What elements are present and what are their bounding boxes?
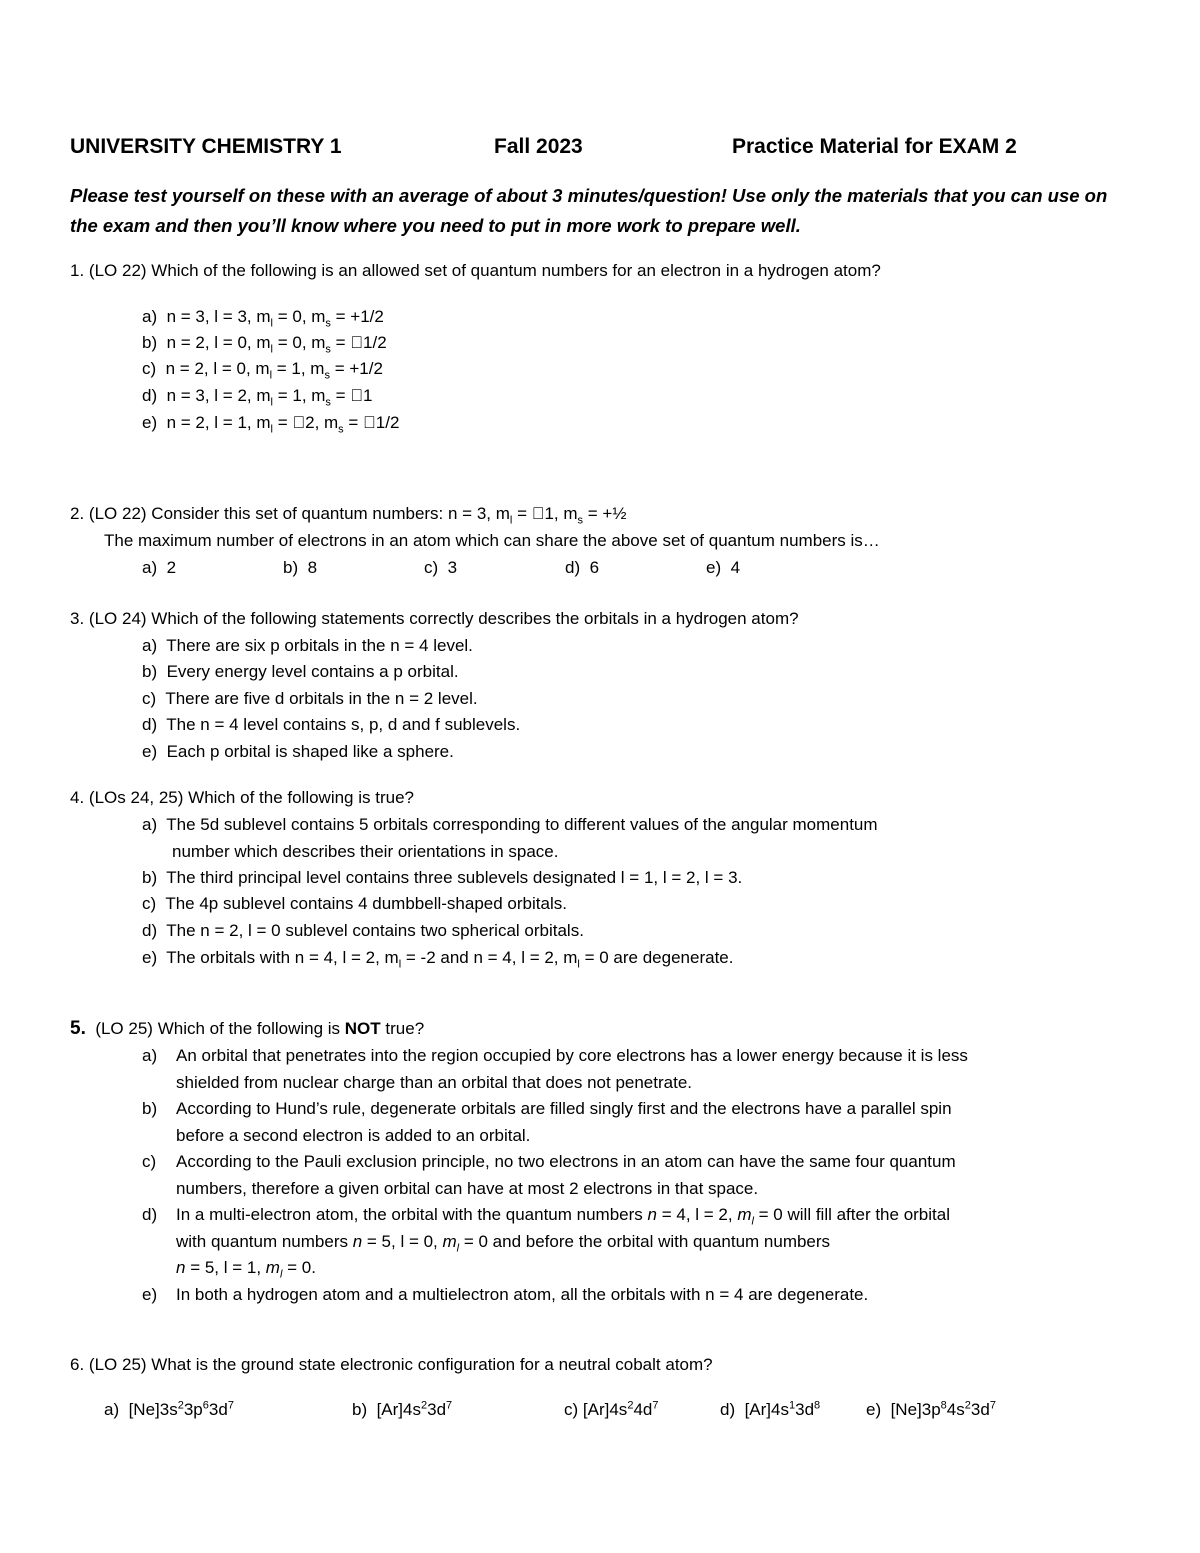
option-text: = 4, l = 2, [656,1205,738,1224]
emphasis-not: NOT [344,1019,381,1038]
q5-option-d-line3 [176,1256,316,1280]
question-number: 3. [70,609,85,628]
option-text: = 1, m [272,359,325,378]
config-part: [Ar]4s [744,1400,789,1419]
q5-option-e [142,1283,157,1307]
option-value: 6 [589,558,600,577]
option-text: = 1, m [272,386,326,405]
option-text: There are five d orbitals in the n = 2 level. [165,689,478,708]
q3-option-e [142,740,454,764]
q5-option-b-line1: According to Hund’s rule, degenerate orbitals are filled singly first and the electrons have a parallel spin [176,1099,952,1118]
config-part: [Ar]4s [376,1400,421,1419]
option-letter: e) [706,558,722,577]
q3-option-a [142,634,473,658]
config-part: 3d [208,1400,228,1419]
option-text: with quantum numbers [176,1232,353,1251]
question-4 [70,786,414,810]
question-number: 5. [70,1018,86,1039]
q5-option-b [142,1097,157,1121]
option-text: The third principal level contains three sublevels designated l = 1, l = 2, l = 3. [166,868,743,887]
superscript: 1 [788,1399,796,1412]
option-letter: b) [352,1400,368,1419]
subscript: l [577,958,580,971]
option-letter: d) [142,1205,158,1224]
option-text: There are six p orbitals in the n = 4 level. [166,636,473,655]
instructions: Please test yourself on these with an average of about 3 minutes/question! Use only the materials that you can use on the exam and then you’ll know where you need to put in more work to prepare well. [70,185,1108,236]
superscript: 7 [652,1399,659,1412]
option-text: = -2 and n = 4, l = 2, m [401,948,578,967]
superscript: 8 [814,1399,821,1412]
option-text: n = 2, l = 0, m [166,333,271,352]
superscript: 7 [227,1399,234,1412]
option-value: 2 [166,558,177,577]
option-text: The 5d sublevel contains 5 orbitals corresponding to different values of the angular momentum [166,815,878,834]
subscript: l [270,343,273,356]
q5-option-c-line2: numbers, therefore a given orbital can have at most 2 electrons in that space. [176,1179,759,1198]
subscript: l [279,1268,283,1281]
q4-option-c [142,892,567,916]
q5-option-e-text: In both a hydrogen atom and a multielectron atom, all the orbitals with n = 4 are degenerate. [176,1285,869,1304]
subscript: l [270,423,273,436]
option-letter: c) [142,359,157,378]
q2-option-d [565,556,599,580]
subscript: l [456,1242,460,1255]
question-5 [70,1017,424,1041]
q5-option-d-line2 [176,1230,830,1254]
question-number: 6. [70,1355,85,1374]
q5-option-a-line2: shielded from nuclear charge than an orbital that does not penetrate. [176,1073,693,1092]
q4-option-d [142,919,584,943]
question-text: true? [380,1019,425,1038]
question-6 [70,1353,713,1377]
q1-option [142,384,373,408]
option-letter: a) [142,558,158,577]
option-letter: c) [142,1152,157,1171]
q5-option-a-line1: An orbital that penetrates into the region occupied by core electrons has a lower energy because it is less [176,1046,968,1065]
question-text: What is the ground state electronic configuration for a neutral cobalt atom? [151,1355,713,1374]
question-2 [70,502,627,526]
question-1 [70,259,881,283]
option-text: = 0. [282,1258,316,1277]
superscript: 2 [177,1399,184,1412]
question-text: =  1, m [512,504,578,523]
option-text: =  1 [330,386,373,405]
question-text: Consider this set of quantum numbers: n = 3, m [151,504,510,523]
option-text: = 5, l = 1, [185,1258,266,1277]
option-letter: d) [142,715,158,734]
question-number: 4. [70,788,85,807]
option-letter: b) [142,333,158,352]
q6-option-a [104,1398,234,1422]
option-letter: b) [142,1099,158,1118]
option-letter: a) [104,1400,120,1419]
option-text: The orbitals with n = 4, l = 2, m [166,948,399,967]
option-text: Every energy level contains a p orbital. [166,662,459,681]
subscript: s [325,317,331,330]
q6-option-b [352,1398,452,1422]
option-value: 4 [730,558,741,577]
learning-objective: (LO 22) [88,504,147,523]
option-letter: d) [142,386,158,405]
option-text: = +1/2 [330,307,384,326]
option-text: = 5, l = 0, [362,1232,443,1251]
question-text: Which of the following is [157,1019,345,1038]
q5-option-d [142,1203,157,1227]
q1-option [142,331,387,355]
option-value: 8 [307,558,318,577]
q5-option-a [142,1044,157,1068]
subscript: l [509,514,513,527]
q2-option-c [424,556,457,580]
learning-objective: (LOs 24, 25) [88,788,184,807]
q1-option [142,411,399,435]
question-number: 1. [70,261,85,280]
q6-option-c [564,1398,658,1422]
exam-title: Practice Material for EXAM 2 [732,135,1017,158]
q3-option-b [142,660,459,684]
option-text: = 0 and before the orbital with quantum numbers [459,1232,831,1251]
subscript: s [338,423,344,436]
option-text: n = 3, l = 3, m [166,307,271,326]
config-part: [Ar]4s [582,1400,628,1419]
italic-var: m [737,1205,752,1224]
option-letter: d) [720,1400,736,1419]
option-text: = 0 are degenerate. [579,948,734,967]
q5-option-d-line1 [176,1203,950,1227]
config-part: 3d [427,1400,447,1419]
q5-option-c-line1: According to the Pauli exclusion principle, no two electrons in an atom can have the same four quantum [176,1152,956,1171]
question-text: Which of the following is an allowed set of quantum numbers for an electron in a hydrogen atom? [151,261,881,280]
question-2-line2: The maximum number of electrons in an atom which can share the above set of quantum numbers is… [104,531,880,550]
question-3 [70,607,799,631]
option-letter: a) [142,307,158,326]
course-title: UNIVERSITY CHEMISTRY 1 [70,135,342,158]
option-letter: d) [142,921,158,940]
learning-objective: (LO 25) [88,1355,147,1374]
option-letter: b) [283,558,299,577]
superscript: 2 [420,1399,428,1412]
option-text: n = 3, l = 2, m [166,386,271,405]
italic-var: n [647,1205,657,1224]
question-text: = +½ [583,504,627,523]
subscript: s [324,369,330,382]
config-part: 4s [946,1400,965,1419]
superscript: 2 [627,1399,634,1412]
option-letter: c) [424,558,439,577]
option-letter: c) [142,894,157,913]
q2-option-a [142,556,176,580]
italic-var: m [442,1232,457,1251]
superscript: 2 [964,1399,971,1412]
option-text: In a multi-electron atom, the orbital with the quantum numbers [176,1205,648,1224]
q4-option-b [142,866,742,890]
q2-option-b [283,556,317,580]
learning-objective: (LO 25) [95,1019,153,1038]
option-text: The 4p sublevel contains 4 dumbbell-shaped orbitals. [165,894,567,913]
option-letter: b) [142,868,158,887]
option-letter: c) [564,1400,579,1419]
option-text: = 0, m [272,333,326,352]
option-text: =  2, m [272,413,339,432]
option-letter: e) [142,742,158,761]
option-text: The n = 2, l = 0 sublevel contains two spherical orbitals. [166,921,584,940]
italic-var: n [176,1258,186,1277]
learning-objective: (LO 24) [88,609,147,628]
config-part: 4d [633,1400,653,1419]
superscript: 6 [202,1399,209,1412]
question-number: 2. [70,504,85,523]
option-text: =  1/2 [343,413,400,432]
question-text: Which of the following is true? [188,788,414,807]
config-part: [Ne]3s [128,1400,178,1419]
subscript: s [325,343,331,356]
config-part: [Ne]3p [890,1400,941,1419]
option-text: =  1/2 [330,333,387,352]
subscript: l [398,958,402,971]
option-text: = +1/2 [329,359,383,378]
option-letter: a) [142,815,158,834]
italic-var: n [352,1232,363,1251]
option-text: = 0 will fill after the orbital [753,1205,950,1224]
q2-option-e [706,556,740,580]
q4-option-e [142,946,733,970]
option-letter: e) [142,948,158,967]
option-letter: e) [142,413,158,432]
option-text: = 0, m [272,307,326,326]
learning-objective: (LO 22) [88,261,147,280]
option-text: Each p orbital is shaped like a sphere. [166,742,454,761]
option-text: n = 2, l = 0, m [165,359,270,378]
option-text: n = 2, l = 1, m [166,413,271,432]
q4-option-a [142,813,878,837]
option-letter: a) [142,1046,158,1065]
superscript: 7 [446,1399,453,1412]
q6-option-e [866,1398,996,1422]
option-text: The n = 4 level contains s, p, d and f sublevels. [166,715,521,734]
subscript: l [270,396,273,409]
q1-option [142,357,383,381]
q1-option [142,305,384,329]
superscript: 8 [940,1399,947,1412]
q5-option-c [142,1150,156,1174]
option-letter: e) [142,1285,158,1304]
config-part: 3p [183,1400,203,1419]
q3-option-d [142,713,520,737]
config-part: 3d [795,1400,815,1419]
q4-option-a-line2: number which describes their orientations in space. [172,842,559,861]
q5-option-b-line2: before a second electron is added to an orbital. [176,1126,531,1145]
italic-var: m [265,1258,280,1277]
subscript: l [269,369,273,382]
subscript: l [751,1215,754,1228]
term: Fall 2023 [494,135,583,158]
superscript: 7 [989,1399,996,1412]
option-letter: b) [142,662,158,681]
option-letter: a) [142,636,158,655]
subscript: s [325,396,331,409]
option-letter: d) [565,558,581,577]
option-letter: e) [866,1400,882,1419]
subscript: l [270,317,273,330]
option-value: 3 [447,558,458,577]
q3-option-c [142,687,478,711]
q6-option-d [720,1398,820,1422]
question-text: Which of the following statements correctly describes the orbitals in a hydrogen atom? [151,609,799,628]
subscript: s [577,514,584,527]
config-part: 3d [970,1400,990,1419]
option-letter: c) [142,689,157,708]
